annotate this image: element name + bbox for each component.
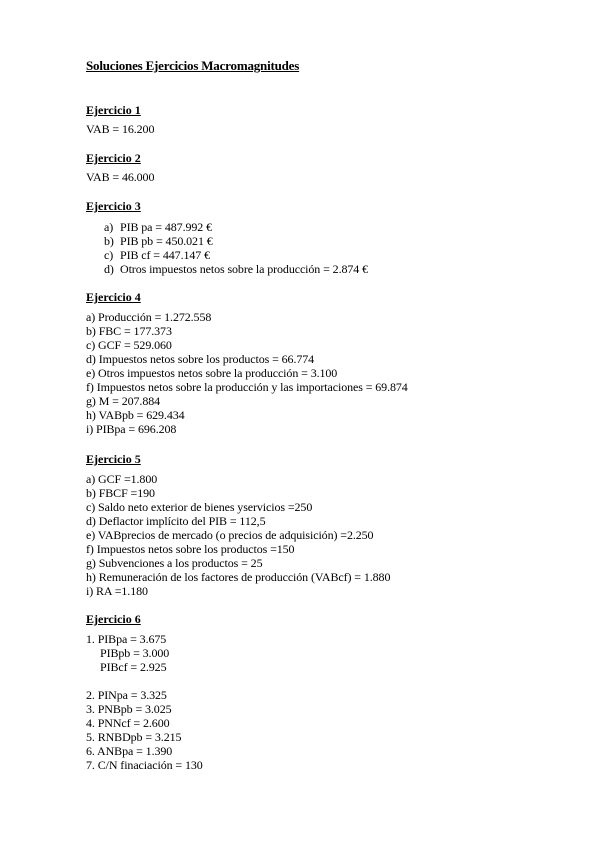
ejercicio-4-line: a) Producción = 1.272.558 xyxy=(86,310,212,324)
ejercicio-4-line: e) Otros impuestos netos sobre la producción = 3.100 xyxy=(86,366,338,380)
ejercicio-5-line: f) Impuestos netos sobre los productos =150 xyxy=(86,542,295,556)
ejercicio-4-line: b) FBC = 177.373 xyxy=(86,324,172,338)
ejercicio-3-item-text: PIB pb = 450.021 € xyxy=(120,234,213,248)
page-title: Soluciones Ejercicios Macromagnitudes xyxy=(86,58,300,73)
ejercicio-1-line: VAB = 16.200 xyxy=(86,122,155,136)
ejercicio-4-heading: Ejercicio 4 xyxy=(86,290,141,304)
ejercicio-2-line: VAB = 46.000 xyxy=(86,170,155,184)
ejercicio-5-heading: Ejercicio 5 xyxy=(86,452,141,466)
ejercicio-6-line: 3. PNBpb = 3.025 xyxy=(86,702,172,716)
ejercicio-4-line: d) Impuestos netos sobre los productos = 66.774 xyxy=(86,352,315,366)
ejercicio-6-line: 4. PNNcf = 2.600 xyxy=(86,716,170,730)
ejercicio-3-item-marker: a) xyxy=(104,220,114,234)
ejercicio-5-line: a) GCF =1.800 xyxy=(86,472,158,486)
ejercicio-5-line: c) Saldo neto exterior de bienes yservicios =250 xyxy=(86,500,313,514)
ejercicio-6-line: 7. C/N finaciación = 130 xyxy=(86,758,203,772)
ejercicio-3-item-marker: b) xyxy=(104,234,114,248)
ejercicio-4-line: h) VABpb = 629.434 xyxy=(86,408,185,422)
ejercicio-3-heading: Ejercicio 3 xyxy=(86,199,141,213)
ejercicio-5-line: e) VABprecios de mercado (o precios de adquisición) =2.250 xyxy=(86,528,374,542)
ejercicio-1-heading: Ejercicio 1 xyxy=(86,103,141,117)
ejercicio-5-line: b) FBCF =190 xyxy=(86,486,155,500)
ejercicio-5-line: i) RA =1.180 xyxy=(86,584,148,598)
ejercicio-5-line: d) Deflactor implícito del PIB = 112,5 xyxy=(86,514,266,528)
ejercicio-4-line: g) M = 207.884 xyxy=(86,394,161,408)
ejercicio-6-line: 6. ANBpa = 1.390 xyxy=(86,744,173,758)
ejercicio-3-item-text: PIB cf = 447.147 € xyxy=(120,248,210,262)
ejercicio-3-item-text: Otros impuestos netos sobre la producción = 2.874 € xyxy=(120,262,368,276)
ejercicio-4-line: f) Impuestos netos sobre la producción y las importaciones = 69.874 xyxy=(86,380,408,394)
ejercicio-4-line: i) PIBpa = 696.208 xyxy=(86,422,177,436)
ejercicio-6-heading: Ejercicio 6 xyxy=(86,612,141,626)
ejercicio-6-line: 1. PIBpa = 3.675 xyxy=(86,632,167,646)
ejercicio-6-subline: PIBcf = 2.925 xyxy=(100,660,167,674)
ejercicio-4-line: c) GCF = 529.060 xyxy=(86,338,172,352)
ejercicio-6-line: 5. RNBDpb = 3.215 xyxy=(86,730,182,744)
ejercicio-3-item-text: PIB pa = 487.992 € xyxy=(120,220,212,234)
ejercicio-6-subline: PIBpb = 3.000 xyxy=(100,646,170,660)
ejercicio-3-item-marker: d) xyxy=(104,262,114,276)
ejercicio-5-line: g) Subvenciones a los productos = 25 xyxy=(86,556,263,570)
ejercicio-6-line: 2. PINpa = 3.325 xyxy=(86,688,167,702)
ejercicio-2-heading: Ejercicio 2 xyxy=(86,151,141,165)
ejercicio-5-line: h) Remuneración de los factores de producción (VABcf) = 1.880 xyxy=(86,570,391,584)
ejercicio-3-item-marker: c) xyxy=(104,248,114,262)
